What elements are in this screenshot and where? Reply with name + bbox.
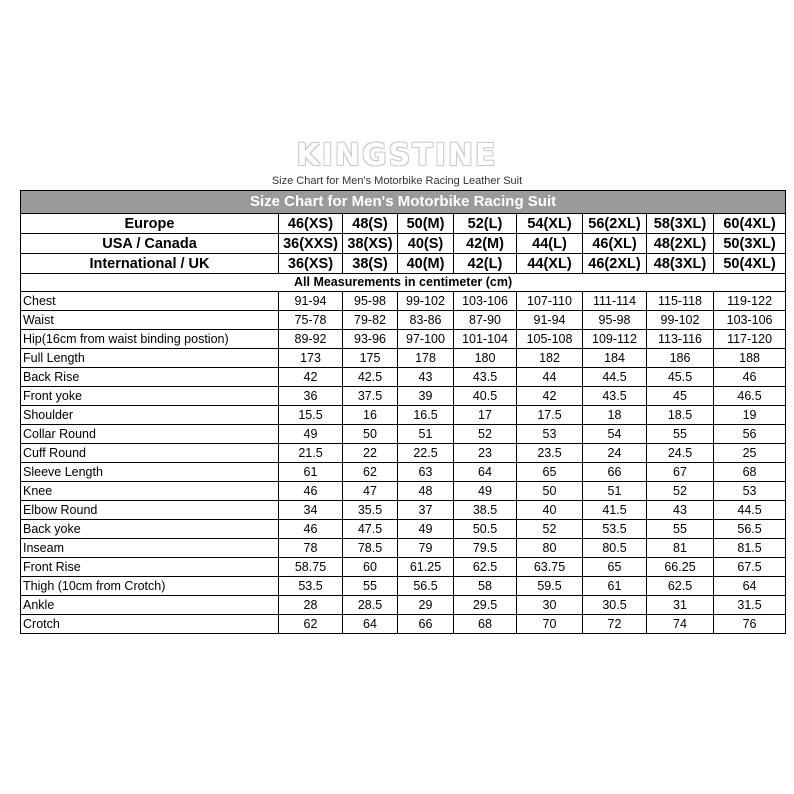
measurement-value: 52: [647, 482, 714, 501]
size-cell: 50(3XL): [714, 234, 786, 254]
measurement-value: 66: [583, 463, 647, 482]
measurement-value: 22.5: [398, 444, 454, 463]
measurement-value: 23: [454, 444, 517, 463]
measurement-value: 31: [647, 596, 714, 615]
size-cell: 42(M): [454, 234, 517, 254]
measurement-value: 45.5: [647, 368, 714, 387]
measurement-label: Cuff Round: [21, 444, 279, 463]
measurement-value: 50: [343, 425, 398, 444]
size-cell: 60(4XL): [714, 214, 786, 234]
measurement-value: 70: [517, 615, 583, 634]
measurement-value: 56.5: [714, 520, 786, 539]
measurement-label: Knee: [21, 482, 279, 501]
measurement-label: Sleeve Length: [21, 463, 279, 482]
measurement-value: 81.5: [714, 539, 786, 558]
chart-subtitle: Size Chart for Men's Motorbike Racing Leather Suit: [271, 175, 523, 187]
table-row: [21, 387, 786, 406]
measurement-value: 50: [517, 482, 583, 501]
measurement-value: 188: [714, 349, 786, 368]
size-cell: 50(4XL): [714, 254, 786, 274]
measurement-value: 58: [454, 577, 517, 596]
measurement-value: 39: [398, 387, 454, 406]
measurement-value: 37: [398, 501, 454, 520]
measurement-value: 64: [714, 577, 786, 596]
measurement-value: 91-94: [517, 311, 583, 330]
measurement-value: 21.5: [279, 444, 343, 463]
measurement-value: 53.5: [583, 520, 647, 539]
measurement-value: 43.5: [583, 387, 647, 406]
measurement-value: 89-92: [279, 330, 343, 349]
size-cell: 52(L): [454, 214, 517, 234]
measure-note: All Measurements in centimeter (cm): [21, 274, 786, 292]
measurement-value: 42.5: [343, 368, 398, 387]
measurement-label: Full Length: [21, 349, 279, 368]
measurement-value: 103-106: [714, 311, 786, 330]
table-row: [21, 463, 786, 482]
measurement-value: 80.5: [583, 539, 647, 558]
table-row: [21, 425, 786, 444]
measurement-value: 55: [647, 520, 714, 539]
measurement-value: 68: [714, 463, 786, 482]
measurement-value: 48: [398, 482, 454, 501]
table-row: [21, 596, 786, 615]
measurement-value: 16.5: [398, 406, 454, 425]
size-row: [21, 254, 786, 274]
size-cell: 44(XL): [517, 254, 583, 274]
measurement-value: 40.5: [454, 387, 517, 406]
measurement-value: 75-78: [279, 311, 343, 330]
measurement-value: 42: [517, 387, 583, 406]
size-cell: 36(XXS): [279, 234, 343, 254]
size-cell: 40(M): [398, 254, 454, 274]
measurement-value: 81: [647, 539, 714, 558]
size-row-label: International / UK: [21, 254, 279, 274]
measurement-label: Chest: [21, 292, 279, 311]
table-row: [21, 615, 786, 634]
measurement-value: 56: [714, 425, 786, 444]
table-row: [21, 482, 786, 501]
measurement-value: 72: [583, 615, 647, 634]
measurement-value: 99-102: [647, 311, 714, 330]
measurement-value: 51: [583, 482, 647, 501]
table-row: [21, 368, 786, 387]
measurement-value: 178: [398, 349, 454, 368]
measurement-value: 29.5: [454, 596, 517, 615]
measurement-value: 46: [279, 482, 343, 501]
size-cell: 38(XS): [343, 234, 398, 254]
size-cell: 54(XL): [517, 214, 583, 234]
measurement-value: 105-108: [517, 330, 583, 349]
measurement-label: Inseam: [21, 539, 279, 558]
measurement-value: 17.5: [517, 406, 583, 425]
measurement-value: 64: [454, 463, 517, 482]
table-row: [21, 406, 786, 425]
measurement-value: 43: [647, 501, 714, 520]
measurement-value: 95-98: [343, 292, 398, 311]
measurement-value: 53: [517, 425, 583, 444]
measurement-value: 30.5: [583, 596, 647, 615]
measurement-value: 99-102: [398, 292, 454, 311]
measurement-value: 79-82: [343, 311, 398, 330]
measurement-label: Crotch: [21, 615, 279, 634]
measurement-value: 111-114: [583, 292, 647, 311]
measurement-value: 54: [583, 425, 647, 444]
measurement-value: 55: [343, 577, 398, 596]
measurement-value: 79.5: [454, 539, 517, 558]
measurement-value: 28.5: [343, 596, 398, 615]
measurement-value: 78: [279, 539, 343, 558]
table-row: [21, 558, 786, 577]
measurement-value: 93-96: [343, 330, 398, 349]
measurement-value: 78.5: [343, 539, 398, 558]
measurement-value: 24: [583, 444, 647, 463]
measurement-value: 16: [343, 406, 398, 425]
measurement-value: 15.5: [279, 406, 343, 425]
measurement-value: 66.25: [647, 558, 714, 577]
measurement-value: 51: [398, 425, 454, 444]
measurement-value: 19: [714, 406, 786, 425]
measurement-value: 61: [583, 577, 647, 596]
measurement-value: 45: [647, 387, 714, 406]
measurement-value: 37.5: [343, 387, 398, 406]
measurement-value: 109-112: [583, 330, 647, 349]
measurement-value: 80: [517, 539, 583, 558]
measurement-value: 180: [454, 349, 517, 368]
measurement-value: 29: [398, 596, 454, 615]
measurement-value: 38.5: [454, 501, 517, 520]
size-cell: 48(S): [343, 214, 398, 234]
measurement-label: Hip(16cm from waist binding postion): [21, 330, 279, 349]
size-cell: 46(XS): [279, 214, 343, 234]
measurement-value: 43: [398, 368, 454, 387]
measurement-value: 43.5: [454, 368, 517, 387]
measure-note-row: [21, 274, 786, 292]
size-cell: 50(M): [398, 214, 454, 234]
size-row-label: USA / Canada: [21, 234, 279, 254]
measurement-value: 42: [279, 368, 343, 387]
measurement-value: 62.5: [647, 577, 714, 596]
measurement-label: Ankle: [21, 596, 279, 615]
measurement-value: 61: [279, 463, 343, 482]
measurement-value: 35.5: [343, 501, 398, 520]
table-row: [21, 349, 786, 368]
measurement-value: 44.5: [583, 368, 647, 387]
measurement-value: 95-98: [583, 311, 647, 330]
measurement-value: 66: [398, 615, 454, 634]
size-cell: 46(XL): [583, 234, 647, 254]
measurement-value: 40: [517, 501, 583, 520]
measurement-value: 97-100: [398, 330, 454, 349]
measurement-value: 49: [454, 482, 517, 501]
measurement-value: 64: [343, 615, 398, 634]
size-cell: 56(2XL): [583, 214, 647, 234]
measurement-value: 115-118: [647, 292, 714, 311]
measurement-value: 31.5: [714, 596, 786, 615]
table-title: Size Chart for Men's Motorbike Racing Suit: [21, 191, 786, 214]
size-cell: 44(L): [517, 234, 583, 254]
measurement-value: 184: [583, 349, 647, 368]
measurement-value: 113-116: [647, 330, 714, 349]
measurement-value: 182: [517, 349, 583, 368]
measurement-value: 52: [517, 520, 583, 539]
measurement-value: 34: [279, 501, 343, 520]
measurement-value: 83-86: [398, 311, 454, 330]
measurement-value: 175: [343, 349, 398, 368]
measurement-value: 79: [398, 539, 454, 558]
measurement-value: 101-104: [454, 330, 517, 349]
measurement-value: 30: [517, 596, 583, 615]
size-row: [21, 214, 786, 234]
measurement-value: 62: [343, 463, 398, 482]
measurement-value: 17: [454, 406, 517, 425]
measurement-value: 65: [517, 463, 583, 482]
measurement-label: Thigh (10cm from Crotch): [21, 577, 279, 596]
size-cell: 48(3XL): [647, 254, 714, 274]
measurement-label: Front yoke: [21, 387, 279, 406]
measurement-value: 28: [279, 596, 343, 615]
size-cell: 42(L): [454, 254, 517, 274]
table-row: [21, 501, 786, 520]
size-cell: 58(3XL): [647, 214, 714, 234]
size-cell: 36(XS): [279, 254, 343, 274]
measurement-value: 52: [454, 425, 517, 444]
measurement-label: Back Rise: [21, 368, 279, 387]
measurement-value: 23.5: [517, 444, 583, 463]
measurement-value: 91-94: [279, 292, 343, 311]
measurement-value: 62: [279, 615, 343, 634]
measurement-value: 49: [279, 425, 343, 444]
measurement-value: 46: [714, 368, 786, 387]
size-chart-table: [20, 190, 786, 634]
measurement-value: 18: [583, 406, 647, 425]
measurement-value: 67.5: [714, 558, 786, 577]
measurement-value: 67: [647, 463, 714, 482]
measurement-value: 41.5: [583, 501, 647, 520]
measurement-value: 61.25: [398, 558, 454, 577]
brand-watermark: KINGSTINE: [296, 138, 498, 173]
measurement-value: 47: [343, 482, 398, 501]
measurement-value: 53.5: [279, 577, 343, 596]
size-row-label: Europe: [21, 214, 279, 234]
measurement-value: 186: [647, 349, 714, 368]
size-cell: 48(2XL): [647, 234, 714, 254]
size-cell: 46(2XL): [583, 254, 647, 274]
measurement-value: 36: [279, 387, 343, 406]
table-row: [21, 330, 786, 349]
measurement-label: Waist: [21, 311, 279, 330]
table-row: [21, 444, 786, 463]
measurement-value: 107-110: [517, 292, 583, 311]
measurement-value: 62.5: [454, 558, 517, 577]
measurement-value: 49: [398, 520, 454, 539]
table-row: [21, 520, 786, 539]
measurement-value: 63: [398, 463, 454, 482]
measurement-value: 76: [714, 615, 786, 634]
measurement-value: 173: [279, 349, 343, 368]
measurement-value: 22: [343, 444, 398, 463]
measurement-value: 58.75: [279, 558, 343, 577]
measurement-value: 46: [279, 520, 343, 539]
table-row: [21, 577, 786, 596]
measurement-value: 47.5: [343, 520, 398, 539]
measurement-value: 46.5: [714, 387, 786, 406]
measurement-value: 117-120: [714, 330, 786, 349]
measurement-value: 53: [714, 482, 786, 501]
measurement-value: 44.5: [714, 501, 786, 520]
measurement-value: 24.5: [647, 444, 714, 463]
table-row: [21, 311, 786, 330]
measurement-label: Collar Round: [21, 425, 279, 444]
measurement-value: 56.5: [398, 577, 454, 596]
measurement-label: Elbow Round: [21, 501, 279, 520]
table-row: [21, 292, 786, 311]
measurement-value: 68: [454, 615, 517, 634]
table-row: [21, 539, 786, 558]
measurement-value: 50.5: [454, 520, 517, 539]
size-cell: 40(S): [398, 234, 454, 254]
measurement-label: Front Rise: [21, 558, 279, 577]
measurement-value: 65: [583, 558, 647, 577]
measurement-value: 74: [647, 615, 714, 634]
measurement-label: Back yoke: [21, 520, 279, 539]
measurement-value: 119-122: [714, 292, 786, 311]
measurement-value: 63.75: [517, 558, 583, 577]
measurement-value: 87-90: [454, 311, 517, 330]
measurement-value: 103-106: [454, 292, 517, 311]
measurement-value: 60: [343, 558, 398, 577]
size-row: [21, 234, 786, 254]
measurement-value: 59.5: [517, 577, 583, 596]
measurement-label: Shoulder: [21, 406, 279, 425]
measurement-value: 44: [517, 368, 583, 387]
measurement-value: 55: [647, 425, 714, 444]
measurement-value: 25: [714, 444, 786, 463]
measurement-value: 18.5: [647, 406, 714, 425]
size-cell: 38(S): [343, 254, 398, 274]
